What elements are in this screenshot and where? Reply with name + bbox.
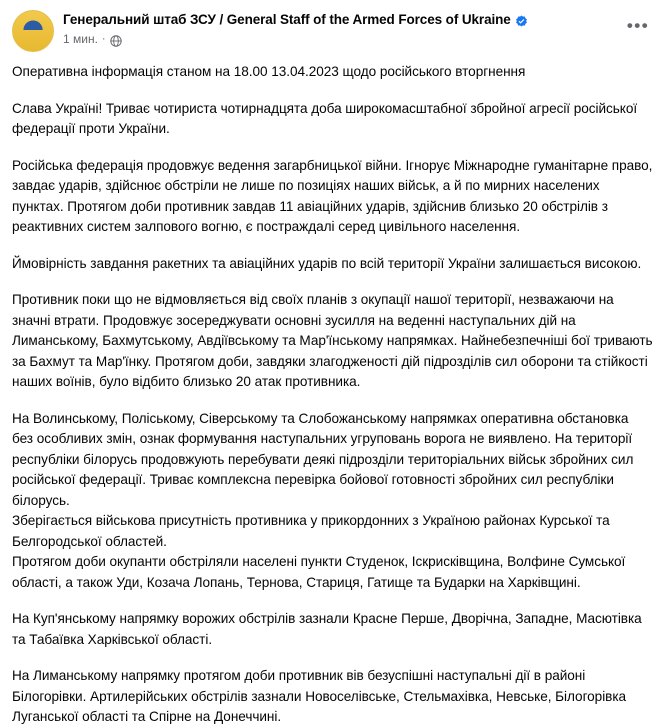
- page-name-row: [63, 12, 653, 28]
- post-paragraph: Протягом доби окупанти обстріляли населені пункти Студенок, Іскрисківщина, Волфине Сумської області, а також Уди, Козача Лопань, Тернова, Стариця, Гатище та Бударки на Харківщині.: [12, 554, 626, 590]
- globe-icon: [110, 35, 122, 47]
- post-header: [0, 0, 665, 56]
- post-text-body: [0, 56, 665, 728]
- post-paragraph: На Куп'янському напрямку ворожих обстрілів зазнали Красне Перше, Дворічна, Западне, Масютівка та Табаївка Харківської області.: [12, 611, 642, 647]
- post-paragraph: Противник поки що не відмовляється від своїх планів з окупації нашої території, незважаючи на значні втрати. Продовжує зосереджувати основні зусилля на веденні наступальних дій на Лиманському, Бахмутському, Авдіївському та Мар'їнському напрямках. Найнебезпечніші бої тривають за Бахмут та Мар'їнку. Протягом доби, завдяки злагодженості дій підрозділів сил оборони та стійкості наших воїнів, було відбито близько 20 атак противника.: [12, 292, 653, 389]
- trident-emblem-icon: ⯊: [22, 16, 44, 46]
- post-meta: [63, 32, 653, 46]
- meta-separator: ·: [101, 33, 106, 45]
- verified-badge-icon: [515, 15, 528, 28]
- post-paragraph: Зберігається військова присутність противника у прикордонних з Україною районах Курської та Белгородської областей.: [12, 513, 610, 549]
- post-paragraph: Російська федерація продовжує ведення загарбницької війни. Ігнорує Міжнародне гуманітарне право, завдає ударів, здійснює обстріли не лише по позиціях наших військ, а й по мирних населених пунктах. Протягом доби противник завдав 11 авіаційних ударів, здійснив близько 20 обстрілів з реактивних систем залпового вогню, є постраждалі серед цивільного населення.: [12, 157, 653, 234]
- post-paragraph: Ймовірність завдання ракетних та авіаційних ударів по всій території України залишається високою.: [12, 255, 642, 271]
- post-paragraph: Слава Україні! Триває чотириста чотирнадцята доба широкомасштабної збройної агресії російської федерації проти України.: [12, 100, 638, 136]
- post-author-block: [63, 10, 653, 46]
- post-paragraph: Оперативна інформація станом на 18.00 13.04.2023 щодо російського вторгнення: [12, 64, 526, 79]
- post-timestamp[interactable]: 1 мин.: [63, 32, 98, 46]
- post-options-button[interactable]: •••: [626, 16, 650, 35]
- page-name[interactable]: Генеральний штаб ЗСУ / General Staff of the Armed Forces of Ukraine: [63, 12, 511, 27]
- post-paragraph: На Лиманському напрямку протягом доби противник вів безуспішні наступальні дії в районі Білогорівки. Артилерійських обстрілів зазнали Новоселівське, Стельмахівка, Невське, Білогорівка Луганської області та Спірне на Донеччині.: [12, 668, 627, 724]
- avatar[interactable]: [12, 10, 54, 52]
- post-paragraph: На Волинському, Поліському, Сіверському та Слобожанському напрямках оперативна обстановка без особливих змін, ознак формування наступальних угруповань ворога не виявлено. На території республіки білорусь продовжують перебувати деякі підрозділи територіальних військ збройних сил російської федерації. Триває комплексна перевірка бойової готовності збройних сил республіки білорусь.: [12, 410, 634, 508]
